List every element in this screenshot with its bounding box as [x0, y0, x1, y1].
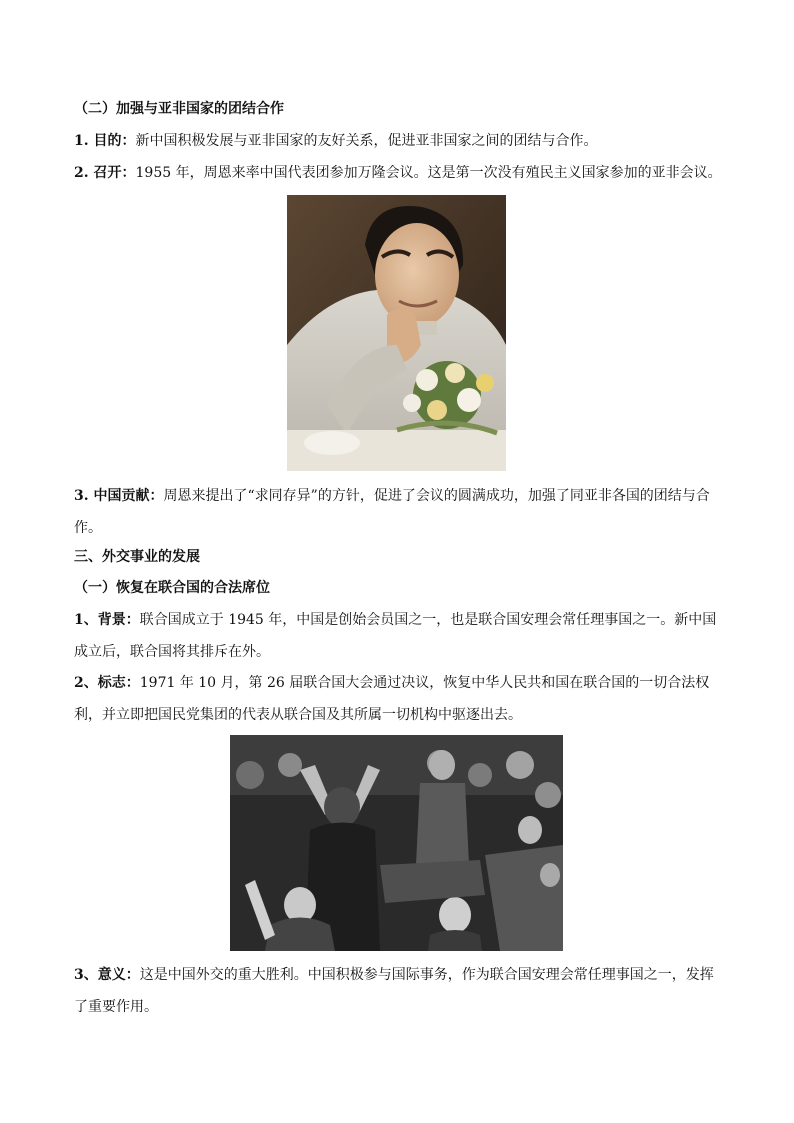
paragraph-milestone: [74, 667, 726, 731]
paragraph-label: 3、意义：: [74, 967, 140, 983]
paragraph-label: 2、标志：: [74, 675, 140, 691]
paragraph-contribution: [74, 480, 726, 544]
paragraph-label: 1、背景：: [74, 612, 140, 628]
zhou-enlai-photo: [287, 195, 506, 471]
paragraph-purpose: [74, 131, 726, 151]
paragraph-text: 新中国积极发展与亚非国家的友好关系，促进亚非国家之间的团结与合作。: [135, 133, 598, 149]
paragraph-text: 1955 年，周恩来率中国代表团参加万隆会议。这是第一次没有殖民主义国家参加的亚非会议。: [135, 165, 722, 181]
paragraph-label: 1. 目的：: [74, 133, 136, 149]
paragraph-text: 1971 年 10 月，第 26 届联合国大会通过决议，恢复中华人民共和国在联合国的一切合法权利，并立即把国民党集团的代表从联合国及其所属一切机构中驱逐出去。: [74, 675, 710, 723]
subsection-heading-un-seat: （一）恢复在联合国的合法席位: [74, 580, 270, 596]
paragraph-text: 联合国成立于 1945 年，中国是创始会员国之一，也是联合国安理会常任理事国之一。新中国成立后，联合国将其排斥在外。: [74, 612, 717, 660]
section-heading-asia-africa: （二）加强与亚非国家的团结合作: [74, 101, 284, 117]
paragraph-significance: [74, 959, 726, 1023]
paragraph-text: 周恩来提出了“求同存异”的方针，促进了会议的圆满成功，加强了同亚非各国的团结与合作。: [74, 488, 710, 536]
un-assembly-photo: [230, 735, 563, 951]
section-heading-diplomacy: 三、外交事业的发展: [74, 549, 200, 565]
paragraph-convening: [74, 163, 726, 183]
paragraph-background: [74, 604, 726, 668]
paragraph-label: 2. 召开：: [74, 165, 136, 181]
paragraph-text: 这是中国外交的重大胜利。中国积极参与国际事务，作为联合国安理会常任理事国之一，发挥了重要作用。: [74, 967, 714, 1015]
paragraph-label: 3. 中国贡献：: [74, 488, 164, 504]
